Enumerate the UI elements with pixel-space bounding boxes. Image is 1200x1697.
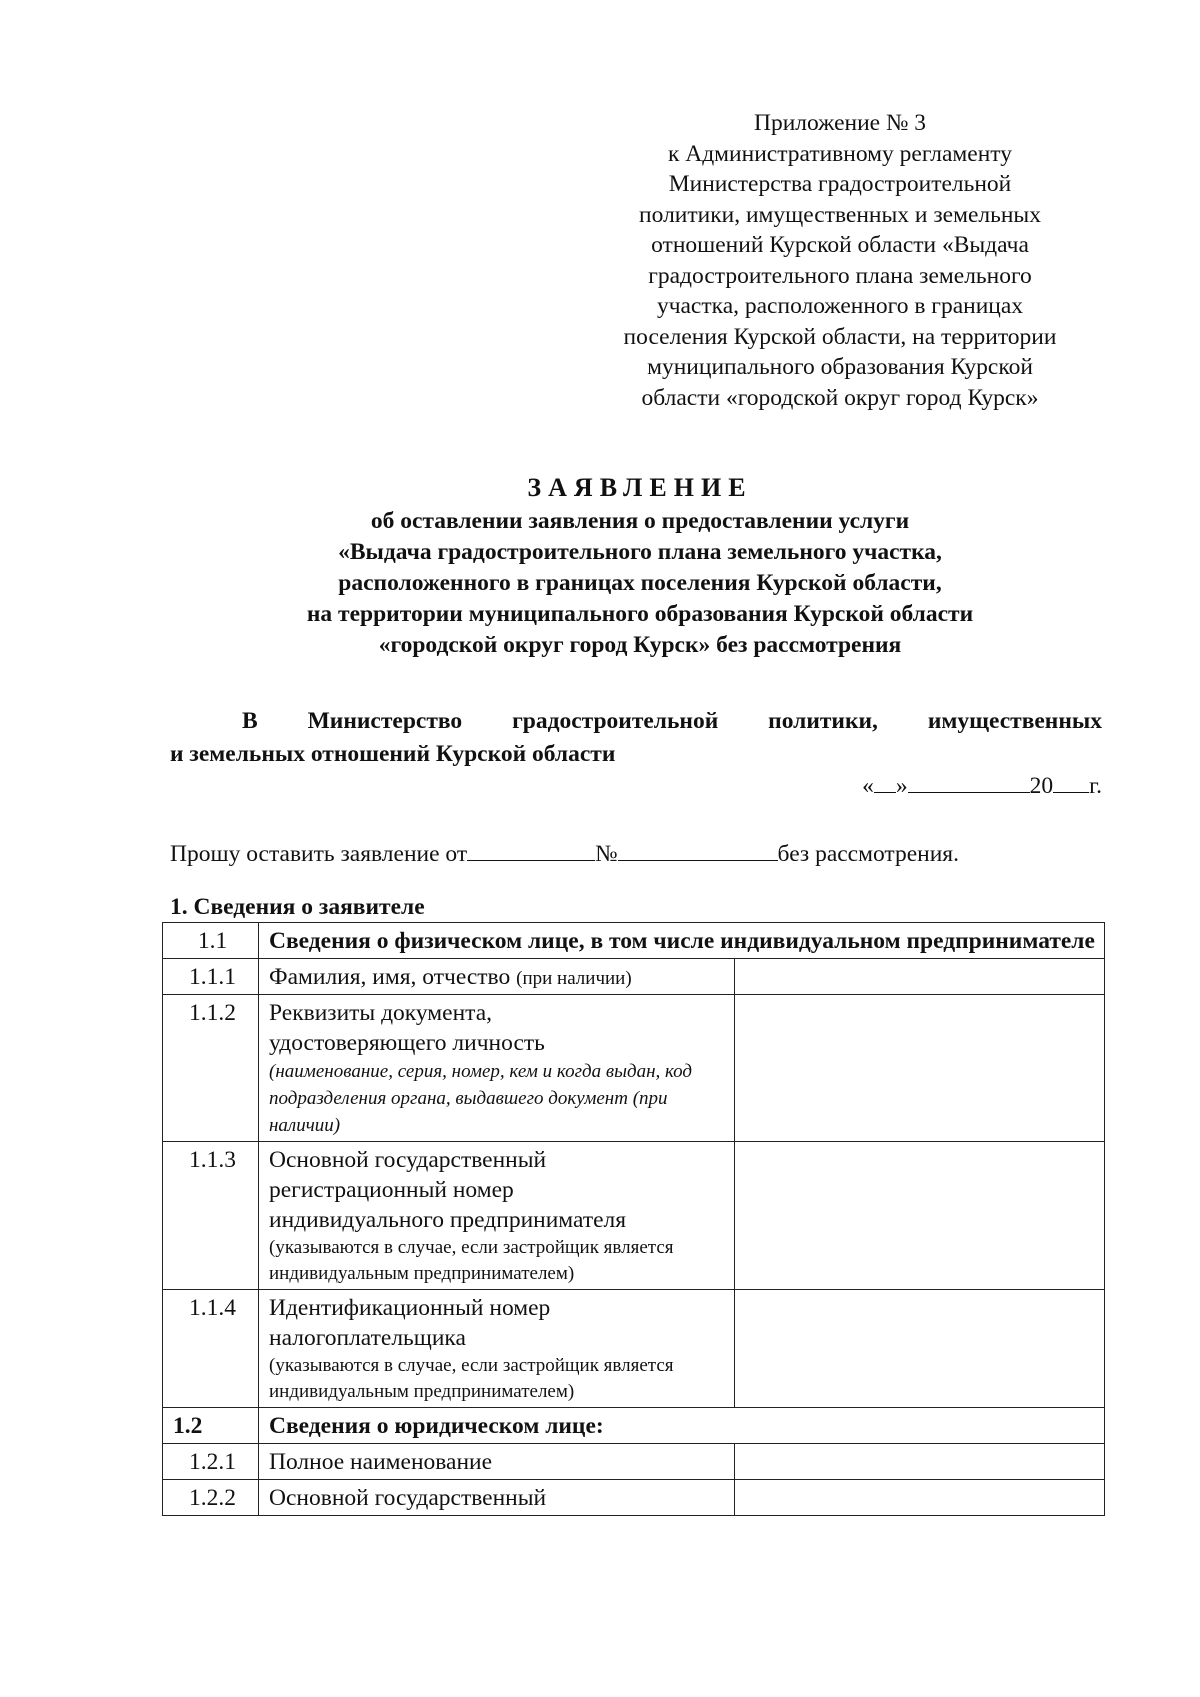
inn-value-cell[interactable] <box>735 1290 1105 1408</box>
number-sign: № <box>595 841 618 867</box>
year-prefix: 20 <box>1029 773 1054 799</box>
applicant-info-table <box>162 922 1105 1516</box>
month-field[interactable] <box>908 768 1030 793</box>
document-title: ЗАЯВЛЕНИЕ <box>527 473 753 502</box>
row-number: 1.2 <box>163 1408 259 1444</box>
row-label-line: регистрационный номер <box>269 1177 514 1203</box>
year-suffix: г. <box>1089 773 1102 799</box>
row-label-line: индивидуального предпринимателя <box>269 1207 627 1233</box>
identity-document-value-cell[interactable] <box>735 995 1105 1142</box>
table-row <box>163 1408 1105 1444</box>
appendix-block <box>590 108 1090 413</box>
addressee-line: В Министерство градостроительной политики, имущественных <box>242 708 1102 734</box>
section-heading: 1. Сведения о заявителе <box>170 894 425 920</box>
date-line <box>800 768 1102 800</box>
appendix-line: поселения Курской области, на территории <box>623 323 1057 350</box>
document-subtitle-line: на территории муниципального образования Курской области <box>306 601 974 627</box>
row-label-cell <box>259 1142 735 1290</box>
table-row <box>163 1290 1105 1408</box>
ogrn-value-cell[interactable] <box>735 1480 1105 1516</box>
appendix-line: Приложение № 3 <box>753 110 927 136</box>
appendix-line: участка, расположенного в границах <box>656 293 1024 319</box>
row-number: 1.1 <box>163 923 259 959</box>
row-hint: (указываются в случае, если застройщик является индивидуальным предпринимателем) <box>269 1237 674 1284</box>
addressee-block <box>170 705 1102 771</box>
appendix-line: области «городской округ город Курск» <box>641 384 1039 411</box>
appendix-line: градостроительного плана земельного <box>648 262 1032 289</box>
row-number: 1.2.1 <box>163 1444 259 1480</box>
year-field[interactable] <box>1053 768 1089 793</box>
row-label-line: Реквизиты документа, <box>269 1000 493 1026</box>
table-row <box>163 1142 1105 1290</box>
document-subtitle-line: «городской округ город Курск» без рассмотрения <box>378 632 902 658</box>
appendix-line: отношений Курской области «Выдача <box>651 232 1029 258</box>
row-hint: (указываются в случае, если застройщик является индивидуальным предпринимателем) <box>269 1355 674 1402</box>
appendix-line: Министерства градостроительной <box>668 171 1012 197</box>
request-line <box>170 836 1102 868</box>
row-label: Полное наименование <box>259 1444 735 1480</box>
row-hint: (при наличии) <box>516 968 632 989</box>
addressee-line: и земельных отношений Курской области <box>170 741 616 767</box>
date-open-quote: « <box>862 773 874 799</box>
ogrnip-value-cell[interactable] <box>735 1142 1105 1290</box>
table-row <box>163 923 1105 959</box>
row-label-cell <box>259 959 735 995</box>
document-title-block <box>150 472 1130 661</box>
row-label: Фамилия, имя, отчество <box>269 964 511 990</box>
row-label-line: налогоплательщика <box>269 1325 466 1351</box>
document-subtitle-line: расположенного в границах поселения Курской области, <box>338 570 942 596</box>
row-number: 1.1.4 <box>163 1290 259 1408</box>
table-row <box>163 1480 1105 1516</box>
row-number: 1.1.3 <box>163 1142 259 1290</box>
table-row <box>163 1444 1105 1480</box>
row-number: 1.1.1 <box>163 959 259 995</box>
document-subtitle-line: «Выдача градостроительного плана земельного участка, <box>338 539 942 565</box>
row-label-line: Идентификационный номер <box>269 1295 551 1321</box>
row-label-line: Основной государственный <box>269 1147 547 1173</box>
row-hint: (наименование, серия, номер, кем и когда выдан, код подразделения органа, выдавшего документ (при наличии) <box>269 1061 693 1136</box>
table-row <box>163 959 1105 995</box>
request-text-start: Прошу оставить заявление от <box>170 841 468 867</box>
application-number-field[interactable] <box>618 836 778 861</box>
request-text-end: без рассмотрения. <box>777 841 959 867</box>
document-subtitle-line: об оставлении заявления о предоставлении услуги <box>370 508 910 534</box>
date-close-quote: » <box>895 773 908 799</box>
row-label-cell <box>259 995 735 1142</box>
row-number: 1.1.2 <box>163 995 259 1142</box>
row-label-line: удостоверяющего личность <box>269 1030 545 1056</box>
appendix-line: политики, имущественных и земельных <box>639 201 1041 228</box>
full-name-value-cell[interactable] <box>735 959 1105 995</box>
legal-full-name-value-cell[interactable] <box>735 1444 1105 1480</box>
row-label: Основной государственный <box>259 1480 735 1516</box>
row-label: Сведения о юридическом лице: <box>259 1408 1105 1444</box>
row-number: 1.2.2 <box>163 1480 259 1516</box>
row-label: Сведения о физическом лице, в том числе индивидуальном предпринимателе <box>259 923 1105 959</box>
table-row <box>163 995 1105 1142</box>
day-field[interactable] <box>874 768 896 793</box>
appendix-line: к Административному регламенту <box>667 140 1013 167</box>
appendix-line: муниципального образования Курской <box>647 354 1033 380</box>
row-label-cell <box>259 1290 735 1408</box>
application-date-field[interactable] <box>467 836 595 861</box>
